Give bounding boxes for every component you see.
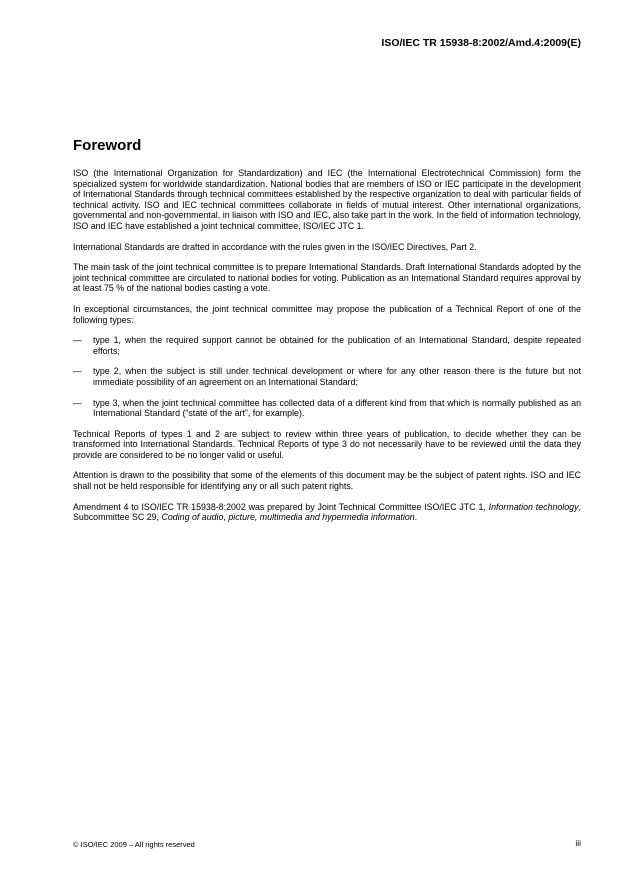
amendment-text-part-1: Amendment 4 to ISO/IEC TR 15938-8:2002 was prepared by Joint Technical Committee ISO/IEC JTC 1, [73,501,489,512]
paragraph-directives: International Standards are drafted in accordance with the rules given in the ISO/IEC Directives, Part 2. [73,241,477,252]
copyright-notice: © ISO/IEC 2009 – All rights reserved [73,840,195,849]
list-item-text: type 2, when the subject is still under technical development or where for any other reason there is the future but not immediate possibility of an agreement on an International Standard; [93,366,581,387]
list-dash: — [73,366,82,377]
foreword-title: Foreword [73,137,142,154]
list-item-type-2 [73,366,581,387]
list-item-type-1 [73,335,581,356]
document-reference: ISO/IEC TR 15938-8:2002/Amd.4:2009(E) [381,37,581,49]
list-item-text: type 3, when the joint technical committee has collected data of a different kind from that which is normally published as an International Standard (“state of the art”, for example). [93,397,581,419]
paragraph-main-task: The main task of the joint technical committee is to prepare International Standards. Draft International Standards adopted by the joint technical committee are circulated to national bodies for voting. Publication as an International Standard requires approval by at least 75 % of the national bodies casting a vote. [73,262,581,294]
paragraph-exceptional: In exceptional circumstances, the joint technical committee may propose the publication of a Technical Report of one of the following types: [73,303,581,325]
paragraph-amendment [73,502,581,523]
foreword-section [73,137,581,533]
list-item-text: type 1, when the required support cannot be obtained for the publication of an International Standard, despite repeated efforts; [93,335,581,356]
list-dash: — [73,335,82,346]
amendment-text-part-3: . [414,512,418,523]
amendment-text-part-2: , Subcommittee SC 29, [73,501,581,523]
amendment-committee-title: Information technology [488,501,579,512]
page-number: iii [575,838,581,848]
list-item-type-3 [73,398,581,419]
paragraph-review: Technical Reports of types 1 and 2 are subject to review within three years of publication, to decide whether they can be transformed into International Standards. Technical Reports of type 3 do not necessarily have to be reviewed until the data they provide are considered to be no longer valid or useful. [73,428,581,460]
list-dash: — [73,397,82,408]
paragraph-iso-iec-intro: ISO (the International Organization for Standardization) and IEC (the International Electrotechnical Commission) form the specialized system for worldwide standardization. National bodies that are members of ISO or IEC participate in the development of International Standards through technical committees established by the respective organization to deal with particular fields of technical activity. ISO and IEC technical committees collaborate in fields of mutual interest. Other international organizations, governmental and non-governmental, in liaison with ISO and IEC, also take part in the work. In the field of information technology, ISO and IEC have established a joint technical committee, ISO/IEC JTC 1. [73,168,581,231]
paragraph-patent-rights: Attention is drawn to the possibility that some of the elements of this document may be the subject of patent rights. ISO and IEC shall not be held responsible for identifying any or all such patent rights. [73,470,581,492]
amendment-subcommittee-title: Coding of audio, picture, multimedia and hypermedia information [161,512,415,523]
